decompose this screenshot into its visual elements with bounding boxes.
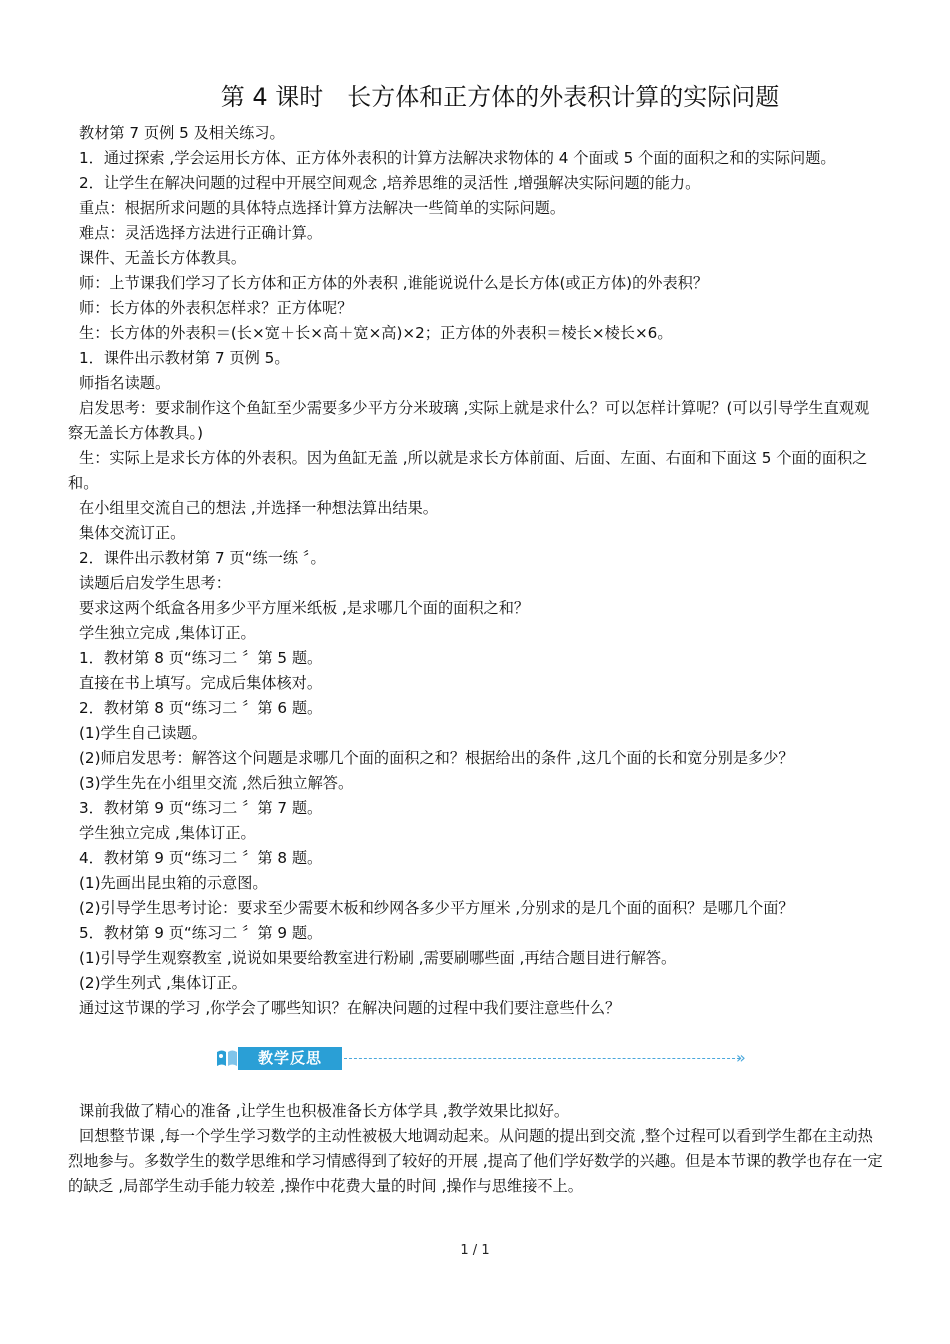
page-number: 1 / 1 [460,1243,490,1258]
banner-divider [344,1058,740,1059]
paragraph: 3．教材第 9 页“练习二 〞第 7 题。 [79,799,323,817]
paragraph: 学生独立完成 ,集体订正。 [79,824,256,842]
banner-label: 教学反思 [238,1047,342,1070]
paragraph: 课件、无盖长方体教具。 [79,249,247,267]
page-title: 第 4 课时 长方体和正方体的外表积计算的实际问题 [220,83,780,111]
paragraph: (1)学生自己读题。 [79,724,207,742]
paragraph: 生：实际上是求长方体的外表积。因为鱼缸无盖 ,所以就是求长方体前面、后面、左面、右面和下面这 5 个面的面积之和。 [68,449,868,492]
double-chevron-right-icon: » [736,1048,746,1067]
paragraph: 课前我做了精心的准备 ,让学生也积极准备长方体学具 ,教学效果比拟好。 [79,1102,570,1120]
paragraph: 4．教材第 9 页“练习二 〞第 8 题。 [79,849,323,867]
paragraph: (1)引导学生观察教室 ,说说如果要给教室进行粉刷 ,需要刷哪些面 ,再结合题目进行解答。 [79,949,677,967]
paragraph: 师：上节课我们学习了长方体和正方体的外表积 ,谁能说说什么是长方体(或正方体)的外表积？ [79,274,709,292]
paragraph: 重点：根据所求问题的具体特点选择计算方法解决一些简单的实际问题。 [79,199,565,217]
paragraph: 1．通过探索 ,学会运用长方体、正方体外表积的计算方法解决求物体的 4 个面或 5 个面的面积之和的实际问题。 [79,149,836,167]
paragraph: 启发思考：要求制作这个鱼缸至少需要多少平方分米玻璃 ,实际上就是求什么？可以怎样计算呢？(可以引导学生直观观察无盖长方体教具。) [68,399,870,442]
paragraph: (1)先画出昆虫箱的示意图。 [79,874,268,892]
paragraph: 通过这节课的学习 ,你学会了哪些知识？在解决问题的过程中我们要注意些什么？ [79,999,621,1017]
section-banner [214,1045,754,1073]
paragraph: 回想整节课 ,每一个学生学习数学的主动性被极大地调动起来。从问题的提出到交流 ,整个过程可以看到学生都在主动热烈地参与。多数学生的数学思维和学习情感得到了较好的开展 ,提高了他们学好数学的兴趣。但是本节课的教学也存在一定的缺乏 ,局部学生动手能力较差 ,操作中花费大量的时间 ,操作与思维接不上。 [68,1127,883,1195]
paragraph: (3)学生先在小组里交流 ,然后独立解答。 [79,774,354,792]
paragraph: 1．教材第 8 页“练习二 〞第 5 题。 [79,649,323,667]
paragraph: 读题后启发学生思考： [79,574,231,592]
paragraph: (2)引导学生思考讨论：要求至少需要木板和纱网各多少平方厘米 ,分别求的是几个面的面积？是哪几个面？ [79,899,794,917]
paragraph: 要求这两个纸盒各用多少平方厘米纸板 ,是求哪几个面的面积之和？ [79,599,530,617]
reflection-body [68,1099,884,1199]
paragraph: 在小组里交流自己的想法 ,并选择一种想法算出结果。 [79,499,438,517]
paragraph: 1．课件出示教材第 7 页例 5。 [79,349,290,367]
paragraph: 生：长方体的外表积＝(长×宽＋长×高＋宽×高)×2；正方体的外表积＝棱长×棱长×6。 [79,324,673,342]
paragraph: 2．让学生在解决问题的过程中开展空间观念 ,培养思维的灵活性 ,增强解决实际问题的能力。 [79,174,701,192]
paragraph: 2．课件出示教材第 7 页“练一练 〞。 [79,549,326,567]
paragraph: (2)师启发思考：解答这个问题是求哪几个面的面积之和？根据给出的条件 ,这几个面的长和宽分别是多少？ [79,749,794,767]
paragraph: 直接在书上填写。完成后集体核对。 [79,674,322,692]
paragraph: 2．教材第 8 页“练习二 〞第 6 题。 [79,699,323,717]
paragraph: 师指名读题。 [79,374,171,392]
paragraph: 师：长方体的外表积怎样求？正方体呢？ [79,299,353,317]
paragraph: 5．教材第 9 页“练习二 〞第 9 题。 [79,924,323,942]
book-icon [214,1047,240,1069]
paragraph: (2)学生列式 ,集体订正。 [79,974,247,992]
paragraph: 集体交流订正。 [79,524,186,542]
lesson-body [68,121,884,1021]
paragraph: 教材第 7 页例 5 及相关练习。 [79,124,285,142]
paragraph: 学生独立完成 ,集体订正。 [79,624,256,642]
paragraph: 难点：灵活选择方法进行正确计算。 [79,224,322,242]
